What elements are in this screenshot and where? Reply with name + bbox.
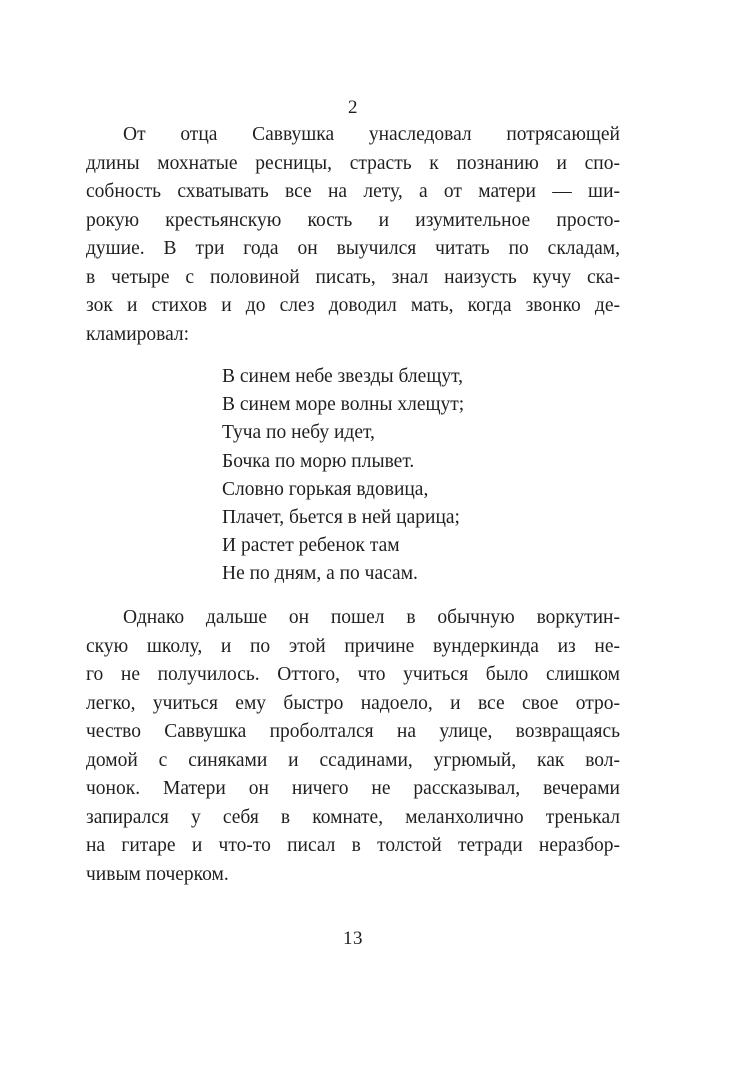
paragraph-line: скую школу, и по этой причине вундеркинда из не-	[86, 635, 620, 657]
paragraph-line: го не получилось. Оттого, что учиться было слишком	[86, 664, 620, 685]
page-number-top: 2	[348, 97, 358, 118]
poem-line: Не по дням, а по часам.	[222, 563, 418, 585]
paragraph-line: в четыре с половиной писать, знал наизусть кучу ска-	[86, 266, 620, 288]
paragraph-line: чонок. Матери он ничего не рассказывал, вечерами	[86, 778, 620, 799]
paragraph-line: кламировал:	[86, 323, 190, 345]
paragraph-line: на гитаре и что-то писал в толстой тетради неразбор-	[86, 835, 620, 856]
paragraph-line: длины мохнатые ресницы, страсть к познанию и спо-	[86, 152, 620, 174]
paragraph-line: Однако дальше он пошел в обычную воркутин-	[123, 607, 620, 628]
paragraph-line: зок и стихов и до слез доводил мать, когда звонко де-	[86, 295, 620, 316]
poem-quote	[86, 363, 756, 589]
poem-line: И растет ребенок там	[222, 535, 400, 557]
paragraph-line: запирался у себя в комнате, меланхолично тренькал	[86, 806, 620, 828]
paragraph-line: От отца Саввушка унаследовал потрясающей	[123, 124, 620, 145]
paragraph-line: собность схватывать все на лету, а от матери — ши-	[86, 181, 620, 202]
paragraph-1	[86, 121, 620, 349]
poem-line: В синем небе звезды блещут,	[222, 366, 464, 387]
poem-line: Бочка по морю плывет.	[222, 450, 415, 472]
paragraph-line: домой с синяками и ссадинами, угрюмый, как вол-	[86, 749, 620, 771]
paragraph-line: легко, учиться ему быстро надоело, и все свое отро-	[86, 692, 620, 714]
paragraph-2	[86, 604, 620, 889]
poem-line: Туча по небу идет,	[222, 422, 375, 444]
paragraph-line: душие. В три года он выучился читать по складам,	[86, 238, 620, 259]
poem-line: В синем море волны хлещут;	[222, 394, 465, 416]
page-number-bottom: 13	[343, 928, 363, 949]
paragraph-line: рокую крестьянскую кость и изумительное просто-	[86, 209, 620, 231]
poem-line: Плачет, бьется в ней царица;	[222, 506, 460, 528]
paragraph-line: чивым почерком.	[86, 863, 229, 885]
paragraph-line: чество Саввушка проболтался на улице, возвращаясь	[86, 721, 620, 742]
poem-line: Словно горькая вдовица,	[222, 478, 429, 500]
